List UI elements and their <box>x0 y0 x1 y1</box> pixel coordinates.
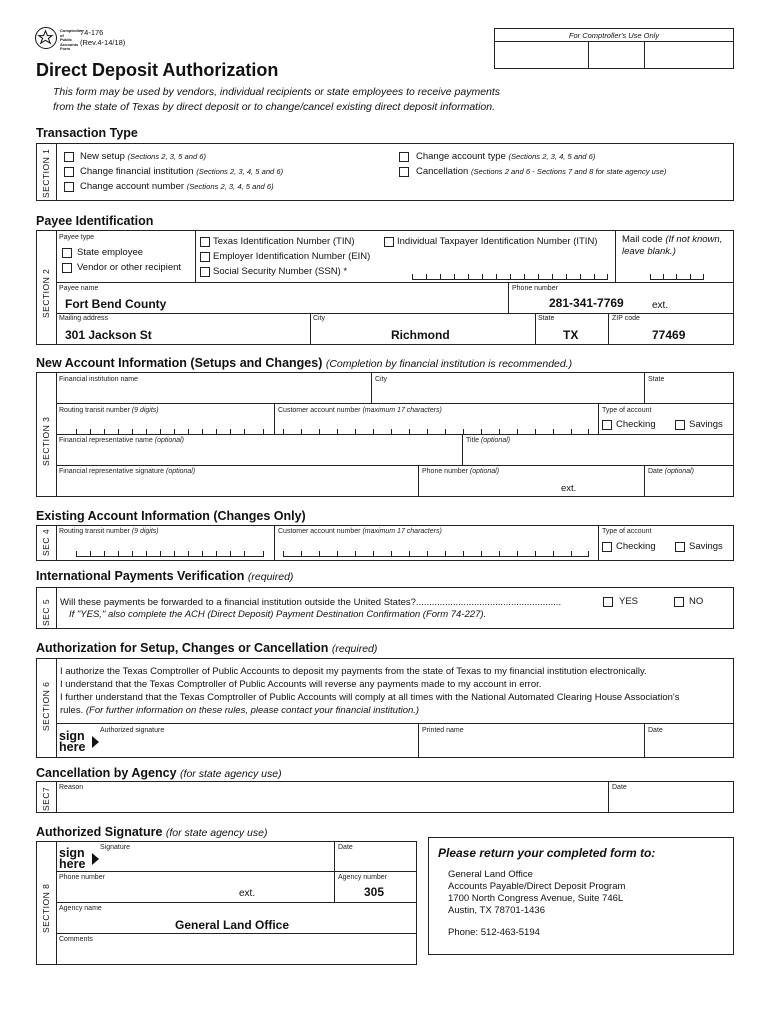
divider <box>644 372 645 403</box>
divider <box>274 403 275 434</box>
divider <box>615 230 616 282</box>
section7-heading: Cancellation by Agency (for state agency use) <box>36 766 282 780</box>
international-yes-label: YES <box>619 596 639 607</box>
existing-type-label: Type of account <box>602 528 652 535</box>
international-question: Will these payments be forwarded to a financial institution outside the United States?....................................................... <box>60 597 562 608</box>
agency-name-value[interactable]: General Land Office <box>175 918 290 932</box>
section6-tag: SECTION 6 <box>41 681 51 731</box>
routing-number-field[interactable] <box>76 426 264 435</box>
itin-checkbox[interactable] <box>384 237 394 247</box>
comptroller-divider <box>588 41 589 69</box>
divider <box>508 282 509 313</box>
agency-signature-label: Signature <box>100 844 130 851</box>
divider <box>608 313 609 345</box>
section5-box <box>36 587 734 629</box>
section6-tag-divider <box>56 658 57 758</box>
form-number: 74-176 <box>80 28 104 37</box>
section5-heading: International Payments Verification (required) <box>36 569 294 583</box>
divider <box>418 465 419 497</box>
section2-tag-divider <box>56 230 57 345</box>
payee-name-label: Payee name <box>59 285 99 292</box>
state-employee-checkbox[interactable] <box>62 248 72 258</box>
section2-tag: SECTION 2 <box>41 268 51 318</box>
ein-label: Employer Identification Number (EIN) <box>213 251 371 262</box>
rep-title-label: Title (optional) <box>466 437 511 444</box>
tin-label: Texas Identification Number (TIN) <box>213 236 355 247</box>
sign-arrow-icon <box>92 736 99 748</box>
divider <box>310 313 311 345</box>
printed-name-label: Printed name <box>422 727 464 734</box>
change-account-number-checkbox[interactable] <box>64 182 74 192</box>
account-number-label: Customer account number (maximum 17 characters) <box>278 407 442 414</box>
divider <box>371 372 372 403</box>
divider <box>56 723 734 724</box>
divider <box>56 871 417 872</box>
existing-routing-label: Routing transit number (9 digits) <box>59 528 159 535</box>
payee-name-value[interactable]: Fort Bend County <box>65 297 167 311</box>
city-label: City <box>313 315 326 322</box>
cancellation-label: Cancellation (Sections 2 and 6 - Sections 7 and 8 for state agency use) <box>416 166 667 177</box>
existing-savings-label: Savings <box>689 541 723 552</box>
agency-date-label: Date <box>338 844 353 851</box>
divider <box>56 902 417 903</box>
itin-label: Individual Taxpayer Identification Number (ITIN) <box>397 236 598 247</box>
cancellation-checkbox[interactable] <box>399 167 409 177</box>
zip-value[interactable]: 77469 <box>652 328 686 342</box>
authorization-line-3: I further understand that the Texas Comptroller of Public Accounts will comply at all times with the National Automated Clearing House Association's <box>60 692 680 703</box>
mail-code-field[interactable] <box>650 271 704 280</box>
divider <box>418 723 419 758</box>
intro-line-1: This form may be used by vendors, individual recipients or state employees to receive payments <box>53 86 501 98</box>
change-account-number-label: Change account number (Sections 2, 3, 4, 5 and 6) <box>80 181 274 192</box>
cancel-date-label: Date <box>612 784 627 791</box>
change-fi-label: Change financial institution (Sections 2, 3, 4, 5 and 6) <box>80 166 284 177</box>
agency-phone-ext: ext. <box>239 888 256 899</box>
section7-tag-divider <box>56 781 57 813</box>
return-line-4: Austin, TX 78701-1436 <box>448 905 546 916</box>
phone-number-value[interactable]: 281-341-7769 <box>549 296 624 310</box>
divider <box>598 403 599 434</box>
section8-tag-divider <box>56 841 57 965</box>
change-fi-checkbox[interactable] <box>64 167 74 177</box>
section5-tag-divider <box>56 587 57 629</box>
divider <box>608 781 609 813</box>
section5-tag: SEC 5 <box>41 598 51 626</box>
divider <box>56 403 734 404</box>
section4-heading: Existing Account Information (Changes Only) <box>36 509 306 523</box>
tin-checkbox[interactable] <box>200 237 210 247</box>
logo-text: Comptroller of Public Accounts Form <box>60 28 83 51</box>
account-type-label: Type of account <box>602 407 652 414</box>
divider <box>195 230 196 282</box>
authorized-signature-label: Authorized signature <box>100 727 165 734</box>
change-account-type-label: Change account type (Sections 2, 3, 4, 5 and 6) <box>416 151 596 162</box>
section2-heading: Payee Identification <box>36 214 154 228</box>
state-employee-label: State employee <box>77 247 144 258</box>
rep-name-label: Financial representative name (optional) <box>59 437 184 444</box>
divider <box>644 465 645 497</box>
existing-checking-checkbox[interactable] <box>602 542 612 552</box>
existing-checking-label: Checking <box>616 541 656 552</box>
section8-heading: Authorized Signature (for state agency use) <box>36 825 268 839</box>
authorization-line-4: rules. (For further information on these rules, please contact your financial institution.) <box>60 705 420 716</box>
comments-label: Comments <box>59 936 93 943</box>
savings-label: Savings <box>689 419 723 430</box>
comptroller-use-label: For Comptroller's Use Only <box>568 31 660 40</box>
agency-name-label: Agency name <box>59 905 102 912</box>
divider <box>598 525 599 561</box>
phone-ext-label: ext. <box>652 300 669 311</box>
checking-label: Checking <box>616 419 656 430</box>
ssn-checkbox[interactable] <box>200 267 210 277</box>
section6-heading: Authorization for Setup, Changes or Cancellation (required) <box>36 641 378 655</box>
divider <box>56 313 734 314</box>
section8-tag: SECTION 8 <box>41 883 51 933</box>
vendor-checkbox[interactable] <box>62 263 72 273</box>
section3-tag: SECTION 3 <box>41 416 51 466</box>
reason-label: Reason <box>59 784 84 791</box>
section7-tag: SEC7 <box>41 786 51 811</box>
sign-here-marker-agency: sign here <box>59 848 85 870</box>
change-account-type-checkbox[interactable] <box>399 152 409 162</box>
comptroller-divider <box>494 41 734 42</box>
agency-number-label: Agency number <box>338 874 388 881</box>
vendor-label: Vendor or other recipient <box>77 262 182 273</box>
return-line-3: 1700 North Congress Avenue, Suite 746L <box>448 893 624 904</box>
routing-label: Routing transit number (9 digits) <box>59 407 159 414</box>
state-label: State <box>538 315 555 322</box>
mailing-address-value[interactable]: 301 Jackson St <box>65 328 152 342</box>
divider <box>462 434 463 465</box>
section1-tag-divider <box>56 143 57 201</box>
zip-label: ZIP code <box>612 315 640 322</box>
divider <box>56 465 734 466</box>
fi-state-label: State <box>648 376 665 383</box>
section1-heading: Transaction Type <box>36 126 138 140</box>
divider <box>274 525 275 561</box>
divider <box>535 313 536 345</box>
new-setup-checkbox[interactable] <box>64 152 74 162</box>
section4-tag: SEC 4 <box>41 528 51 556</box>
agency-number-value[interactable]: 305 <box>364 885 385 899</box>
form-revision: (Rev.4-14/18) <box>80 38 126 47</box>
section3-heading: New Account Information (Setups and Changes) (Completion by financial institution is recommended.) <box>36 356 573 370</box>
agency-phone-label: Phone number <box>59 874 105 881</box>
divider <box>334 841 335 902</box>
divider <box>56 933 417 934</box>
sign-here-marker: sign here <box>59 731 85 753</box>
fi-name-label: Financial institution name <box>59 376 138 383</box>
rep-phone-label: Phone number (optional) <box>422 468 500 475</box>
return-phone: Phone: 512-463-5194 <box>448 927 540 938</box>
fi-city-label: City <box>375 376 388 383</box>
rep-date-label: Date (optional) <box>648 468 694 475</box>
new-setup-label: New setup (Sections 2, 3, 5 and 6) <box>80 151 207 162</box>
id-number-field[interactable] <box>412 271 608 280</box>
comptroller-divider <box>644 41 645 69</box>
existing-account-label: Customer account number (maximum 17 characters) <box>278 528 442 535</box>
international-followup: If "YES," also complete the ACH (Direct Deposit) Payment Destination Confirmation (Form 74-227). <box>69 609 487 620</box>
return-heading: Please return your completed form to: <box>438 846 656 860</box>
section7-box <box>36 781 734 813</box>
savings-checkbox[interactable] <box>675 420 685 430</box>
authorization-line-1: I authorize the Texas Comptroller of Public Accounts to deposit my payments from the state of Texas to my financial institution electronically. <box>60 666 647 677</box>
mail-code-label: Mail code (If not known, leave blank.) <box>622 234 723 257</box>
phone-number-label: Phone number <box>512 285 558 292</box>
divider <box>56 282 734 283</box>
section4-tag-divider <box>56 525 57 561</box>
existing-account-field[interactable] <box>283 548 589 557</box>
rep-phone-ext: ext. <box>561 483 577 494</box>
intro-line-2: from the state of Texas by direct deposit or to change/cancel existing direct deposit information. <box>53 101 496 113</box>
ssn-label: Social Security Number (SSN) * <box>213 266 348 277</box>
section1-tag: SECTION 1 <box>41 148 51 198</box>
existing-routing-field[interactable] <box>76 548 264 557</box>
ein-checkbox[interactable] <box>200 252 210 262</box>
return-line-1: General Land Office <box>448 869 533 880</box>
rep-signature-label: Financial representative signature (optional) <box>59 468 196 475</box>
state-value[interactable]: TX <box>563 328 579 342</box>
mailing-address-label: Mailing address <box>59 315 109 322</box>
comptroller-seal-logo <box>35 27 57 49</box>
divider <box>644 723 645 758</box>
international-no-label: NO <box>689 596 704 607</box>
city-value[interactable]: Richmond <box>391 328 450 342</box>
international-yes-checkbox[interactable] <box>603 597 613 607</box>
checking-checkbox[interactable] <box>602 420 612 430</box>
international-no-checkbox[interactable] <box>674 597 684 607</box>
existing-savings-checkbox[interactable] <box>675 542 685 552</box>
payee-type-label: Payee type <box>59 234 95 241</box>
account-number-field[interactable] <box>283 426 589 435</box>
auth-date-label: Date <box>648 727 663 734</box>
authorization-line-2: I understand that the Texas Comptroller of Public Accounts will reverse any payments made to my account in error. <box>60 679 542 690</box>
sign-arrow-icon <box>92 853 99 865</box>
return-line-2: Accounts Payable/Direct Deposit Program <box>448 881 626 892</box>
form-title: Direct Deposit Authorization <box>36 60 279 80</box>
